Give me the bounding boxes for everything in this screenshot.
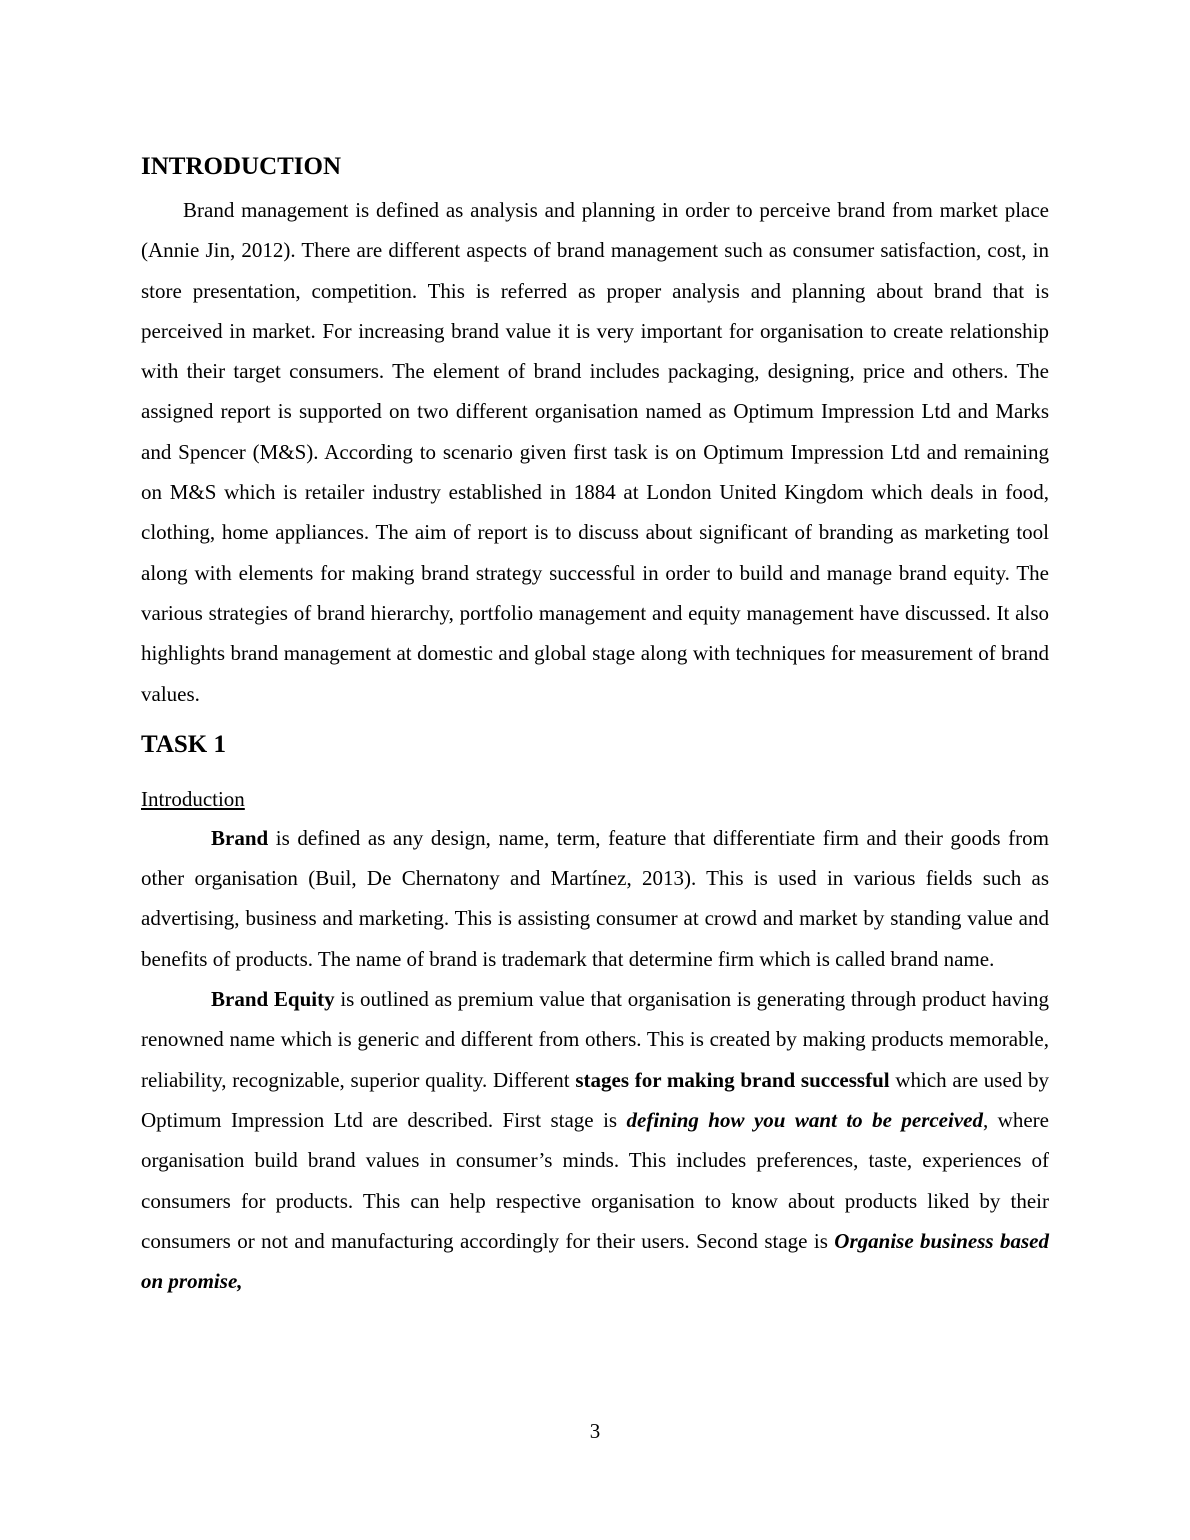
introduction-paragraph: Brand management is defined as analysis and planning in order to perceive brand from market place (Annie Jin, 2012). There are different aspects of brand management such as consumer satisfaction, cost, in store presentation, competition. This is referred as proper analysis and planning about brand that is perceived in market. For increasing brand value it is very important for organisation to create relationship with their target consumers. The element of brand includes packaging, designing, price and others. The assigned report is supported on two different organisation named as Optimum Impression Ltd and Marks and Spencer (M&S). According to scenario given first task is on Optimum Impression Ltd and remaining on M&S which is retailer industry established in 1884 at London United Kingdom which deals in food, clothing, home appliances. The aim of report is to discuss about significant of branding as marketing tool along with elements for making brand strategy successful in order to build and manage brand equity. The various strategies of brand hierarchy, portfolio management and equity management have discussed. It also highlights brand management at domestic and global stage along with techniques for measurement of brand values. [141, 198, 1049, 706]
brand-equity-text-2: which are used by Optimum Impression Ltd are described. First stage is [141, 1067, 1050, 1132]
brand-paragraph [141, 818, 1049, 979]
first-stage-emphasis: defining how you want to be perceived [626, 1107, 983, 1132]
brand-equity-term: Brand Equity [211, 987, 335, 1012]
task1-heading: TASK 1 [141, 730, 226, 758]
brand-term: Brand [211, 825, 269, 850]
brand-equity-paragraph [141, 979, 1049, 1301]
task1-subheading: Introduction [141, 786, 245, 811]
introduction-heading: INTRODUCTION [141, 153, 342, 180]
brand-equity-text-1: is outlined as premium value that organisation is generating through product having renowned name which is generic and different from others. This is created by making products memorable, reliability, recognizable, superior quality. Different [141, 987, 1049, 1092]
page-number: 3 [589, 1419, 601, 1443]
second-stage-emphasis: Organise business based on promise, [141, 1228, 1049, 1294]
brand-equity-text-3: , where organisation build brand values in consumer’s minds. This includes preferences, taste, experiences of consumers for products. This can help respective organisation to know about products liked by their consumers or not and manufacturing accordingly for their users. Second stage is [141, 1107, 1049, 1253]
page-content [141, 148, 1049, 1301]
brand-definition-text: is defined as any design, name, term, feature that differentiate firm and their goods from other organisation (Buil, De Chernatony and Martínez, 2013). This is used in various fields such as advertising, business and marketing. This is assisting consumer at crowd and market by standing value and benefits of products. The name of brand is trademark that determine firm which is called brand name. [141, 825, 1049, 971]
stages-emphasis: stages for making brand successful [575, 1067, 890, 1092]
